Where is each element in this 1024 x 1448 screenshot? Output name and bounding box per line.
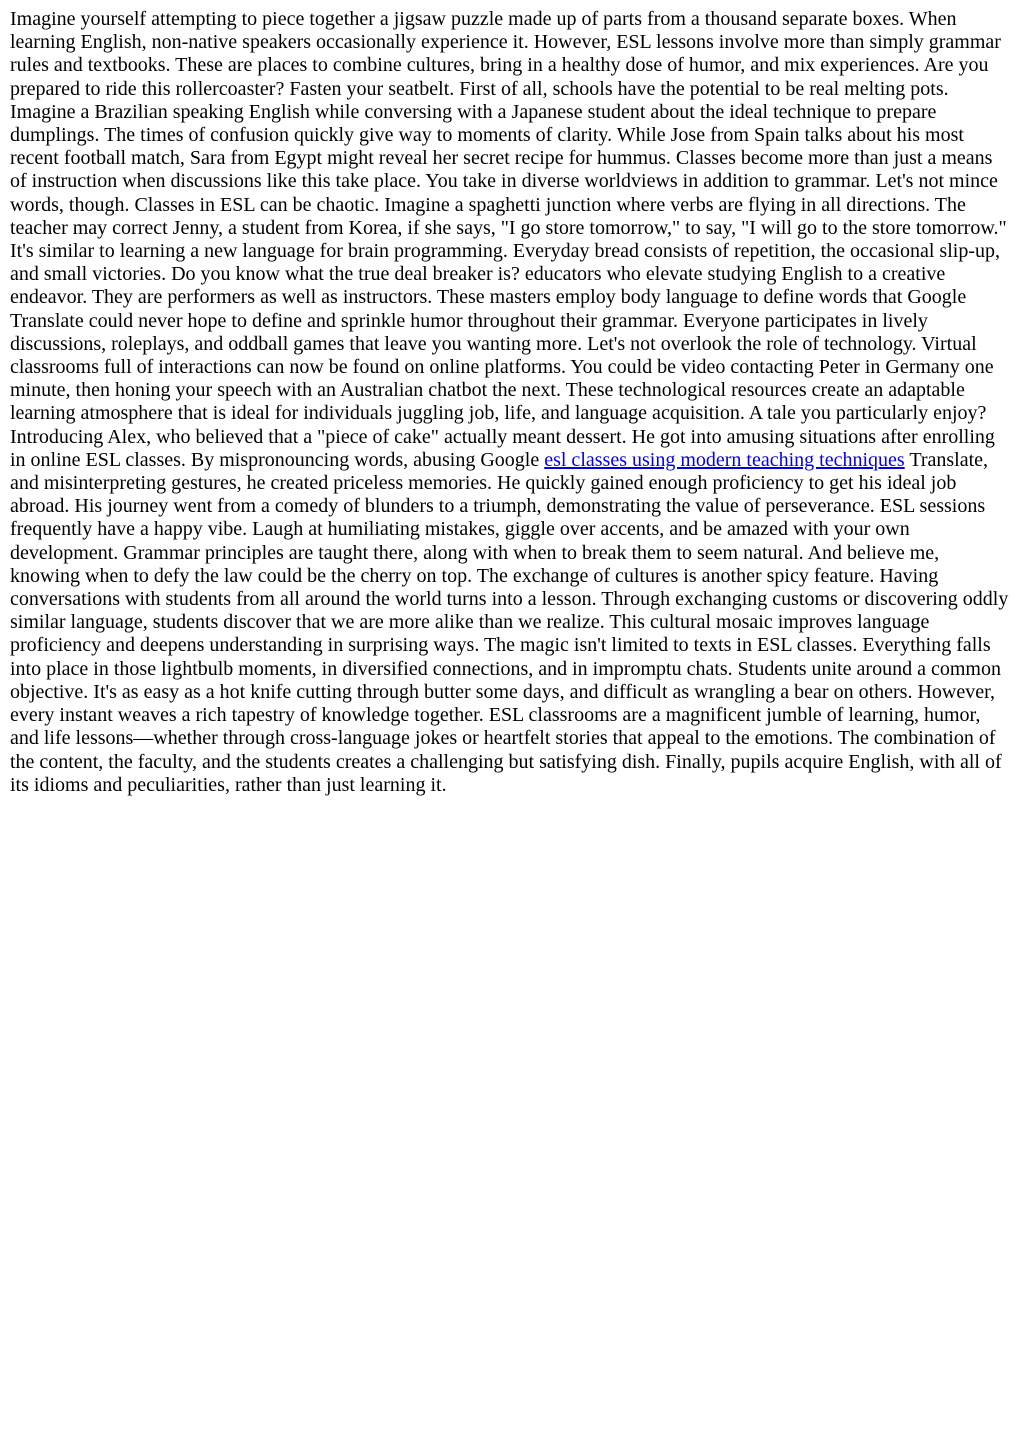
article-paragraph [10, 8, 1014, 797]
article-text-before-link: Imagine yourself attempting to piece together a jigsaw puzzle made up of parts from a thousand separate boxes. When learning English, non-native speakers occasionally experience it. However, ESL lessons involve more than simply grammar rules and textbooks. These are places to combine cultures, bring in a healthy dose of humor, and mix experiences. Are you prepared to ride this rollercoaster? Fasten your seatbelt. First of all, schools have the potential to be real melting pots. Imagine a Brazilian speaking English while conversing with a Japanese student about the ideal technique to prepare dumplings. The times of confusion quickly give way to moments of clarity. While Jose from Spain talks about his most recent football match, Sara from Egypt might reveal her secret recipe for hummus. Classes become more than just a means of instruction when discussions like this take place. You take in diverse worldviews in addition to grammar. Let's not mince words, though. Classes in ESL can be chaotic. Imagine a spaghetti junction where verbs are flying in all directions. The teacher may correct Jenny, a student from Korea, if she says, "I go store tomorrow," to say, "I will go to the store tomorrow." It's similar to learning a new language for brain programming. Everyday bread consists of repetition, the occasional slip-up, and small victories. Do you know what the true deal breaker is? educators who elevate studying English to a creative endeavor. They are performers as well as instructors. These masters employ body language to define words that Google Translate could never hope to define and sprinkle humor throughout their grammar. Everyone participates in lively discussions, roleplays, and oddball games that leave you wanting more. Let's not overlook the role of technology. Virtual classrooms full of interactions can now be found on online platforms. You could be video contacting Peter in Germany one minute, then honing your speech with an Australian chatbot the next. These technological resources create an adaptable learning atmosphere that is ideal for individuals juggling job, life, and language acquisition. A tale you particularly enjoy? Introducing Alex, who believed that a "piece of cake" actually meant dessert. He got into amusing situations after enrolling in online ESL classes. By mispronouncing words, abusing Google [10, 8, 1007, 471]
esl-classes-link[interactable]: esl classes using modern teaching techniques [544, 448, 905, 471]
article-text-after-link: Translate, and misinterpreting gestures, he created priceless memories. He quickly gained enough proficiency to get his ideal job abroad. His journey went from a comedy of blunders to a triumph, demonstrating the value of perseverance. ESL sessions frequently have a happy vibe. Laugh at humiliating mistakes, giggle over accents, and be amazed with your own development. Grammar principles are taught there, along with when to break them to seem natural. And believe me, knowing when to defy the law could be the cherry on top. The exchange of cultures is another spicy feature. Having conversations with students from all around the world turns into a lesson. Through exchanging customs or discovering oddly similar language, students discover that we are more alike than we realize. This cultural mosaic improves language proficiency and deepens understanding in surprising ways. The magic isn't limited to texts in ESL classes. Everything falls into place in those lightbulb moments, in diversified connections, and in impromptu chats. Students unite around a common objective. It's as easy as a hot knife cutting through butter some days, and difficult as wrangling a bear on others. However, every instant weaves a rich tapestry of knowledge together. ESL classrooms are a magnificent jumble of learning, humor, and life lessons—whether through cross-language jokes or heartfelt stories that appeal to the emotions. The combination of the content, the faculty, and the students creates a challenging but satisfying dish. Finally, pupils acquire English, with all of its idioms and peculiarities, rather than just learning it. [10, 448, 1009, 796]
